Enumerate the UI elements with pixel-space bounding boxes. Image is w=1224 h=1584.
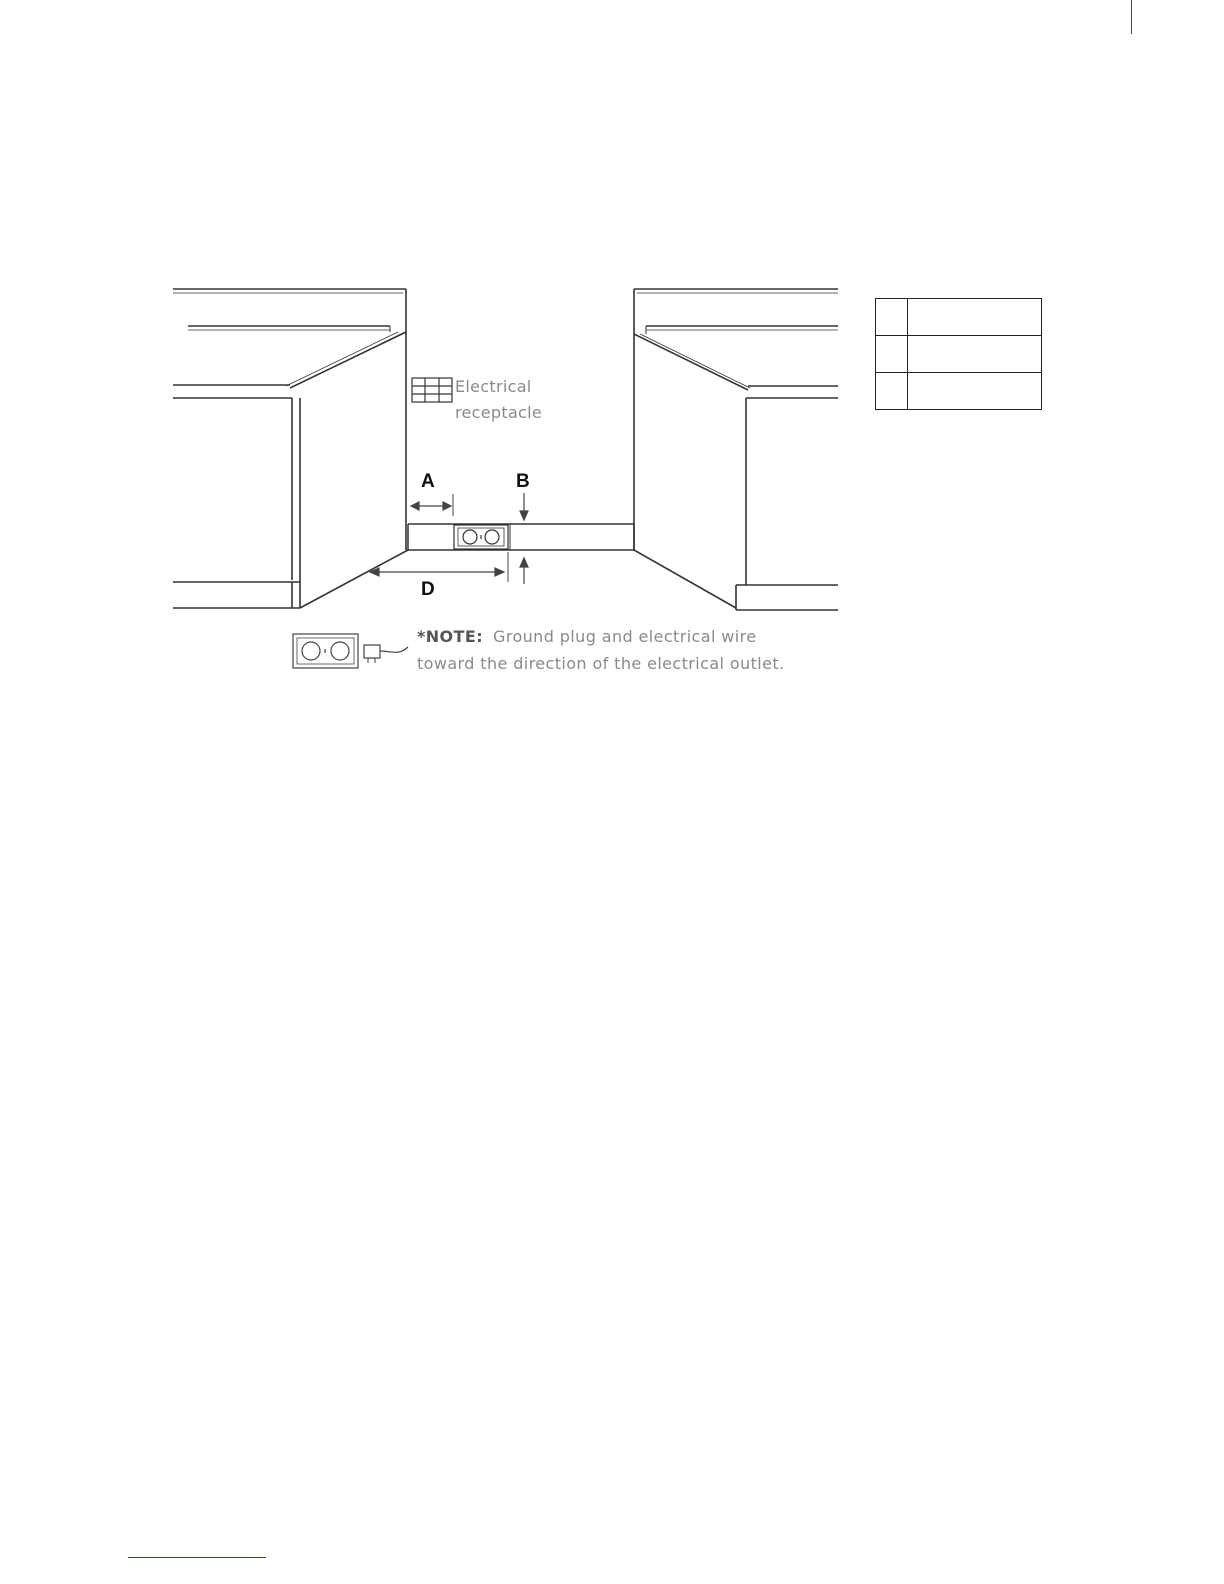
note-line2: toward the direction of the electrical outlet. bbox=[417, 654, 785, 673]
dimension-d-label: D bbox=[421, 579, 435, 600]
right-cabinet bbox=[634, 289, 838, 610]
legend-key-cell bbox=[876, 373, 908, 410]
dimension-d-arrow bbox=[370, 568, 504, 576]
legend-row bbox=[876, 299, 1041, 336]
dimension-legend-table bbox=[875, 298, 1042, 410]
legend-row bbox=[876, 336, 1041, 373]
legend-row bbox=[876, 373, 1041, 410]
note-line1 bbox=[417, 627, 757, 646]
receptacle-grid-icon bbox=[412, 378, 452, 402]
dimension-b-arrow bbox=[508, 493, 528, 584]
dimension-a-label: A bbox=[421, 471, 435, 492]
dimension-b-label: B bbox=[516, 471, 530, 492]
legend-value-cell bbox=[908, 373, 1041, 410]
footer-link-underline bbox=[128, 1557, 266, 1558]
legend-value-cell bbox=[908, 299, 1041, 335]
legend-key-cell bbox=[876, 299, 908, 335]
note-heading: *NOTE: bbox=[417, 627, 484, 646]
note-line1-text: Ground plug and electrical wire bbox=[493, 627, 757, 646]
left-cabinet bbox=[173, 289, 408, 608]
legend-key-cell bbox=[876, 336, 908, 372]
receptacle-label-line1: Electrical bbox=[455, 377, 532, 396]
dimension-a-arrow bbox=[411, 494, 453, 516]
note-outlet-plug-icon bbox=[293, 634, 408, 668]
legend-value-cell bbox=[908, 336, 1041, 372]
receptacle-label-line2: receptacle bbox=[455, 403, 543, 422]
outlet-in-wall bbox=[454, 525, 508, 549]
back-wall-base bbox=[408, 524, 634, 550]
